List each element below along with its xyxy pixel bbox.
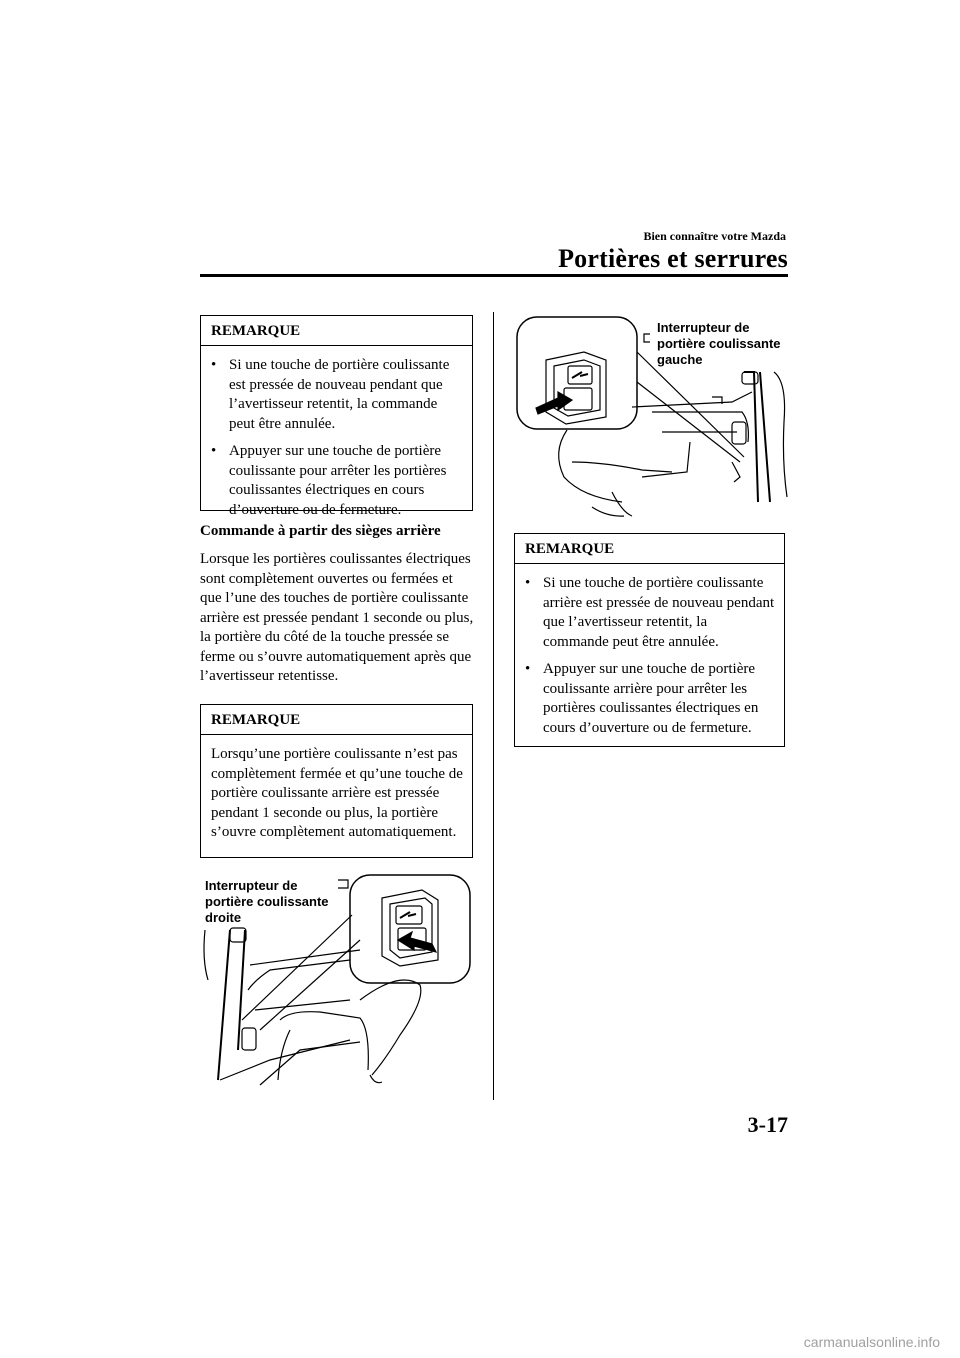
bullet-dot-icon: • [525,661,531,677]
note-bullet [211,356,464,434]
figure-right-door-switch [200,870,475,1090]
note-bullet [525,660,776,738]
header-rule [200,274,788,277]
section-paragraph: Lorsque les portières coulissantes électriques sont complètement ouvertes ou fermées et que l’une des touches de portière coulissante arrière est pressée pendant 1 seconde ou plus, la portière du côté de la touche pressée se ferme ou s’ouvre automatiquement après que l’avertisseur retentisse. [200,551,474,684]
watermark: carmanualsonline.info [803,1334,940,1350]
running-header-kicker: Bien connaître votre Mazda [643,229,786,243]
note-text: Lorsqu’une portière coulissante n’est pas complètement fermée et qu’une touche de portière coulissante arrière est pressée pendant 1 seconde ou plus, la portière s’ouvre complètement automatiquement. [211,746,463,840]
note-bullet-text: Appuyer sur une touche de portière coulissante arrière pour arrêter les portières coulissantes électriques en cours d’ouverture ou de fermeture. [543,661,759,736]
bullet-dot-icon: • [211,443,217,459]
note-bullet [211,442,464,520]
note-box-right [514,533,785,747]
page-number: 3-17 [747,1112,788,1137]
bullet-dot-icon: • [211,357,217,373]
section-heading: Commande à partir des sièges arrière [200,523,441,539]
note-bullet [525,574,776,652]
note-box-top-left [200,315,473,518]
note-heading: REMARQUE [515,534,784,564]
figure-label-right-switch: Interrupteur de portière coulissante droite [205,878,329,925]
note-heading: REMARQUE [201,705,472,735]
figure-label-left-switch: Interrupteur de portière coulissante gauche [657,320,781,367]
note-bullet-text: Si une touche de portière coulissante est pressée de nouveau pendant que l’avertisseur retentit, la commande peut être annulée. [229,357,450,432]
chapter-title: Portières et serrures [558,244,788,273]
figure-left-door-switch [512,312,792,522]
note-bullet-text: Si une touche de portière coulissante arrière est pressée de nouveau pendant que l’avertisseur retentit, la commande peut être annulée. [543,575,775,650]
column-divider [493,312,494,1100]
bullet-dot-icon: • [525,575,531,591]
note-bullet-text: Appuyer sur une touche de portière coulissante pour arrêter les portières coulissantes électriques en cours d’ouverture ou de fermeture. [229,443,447,518]
note-heading: REMARQUE [201,316,472,346]
note-box-mid-left [200,704,473,858]
